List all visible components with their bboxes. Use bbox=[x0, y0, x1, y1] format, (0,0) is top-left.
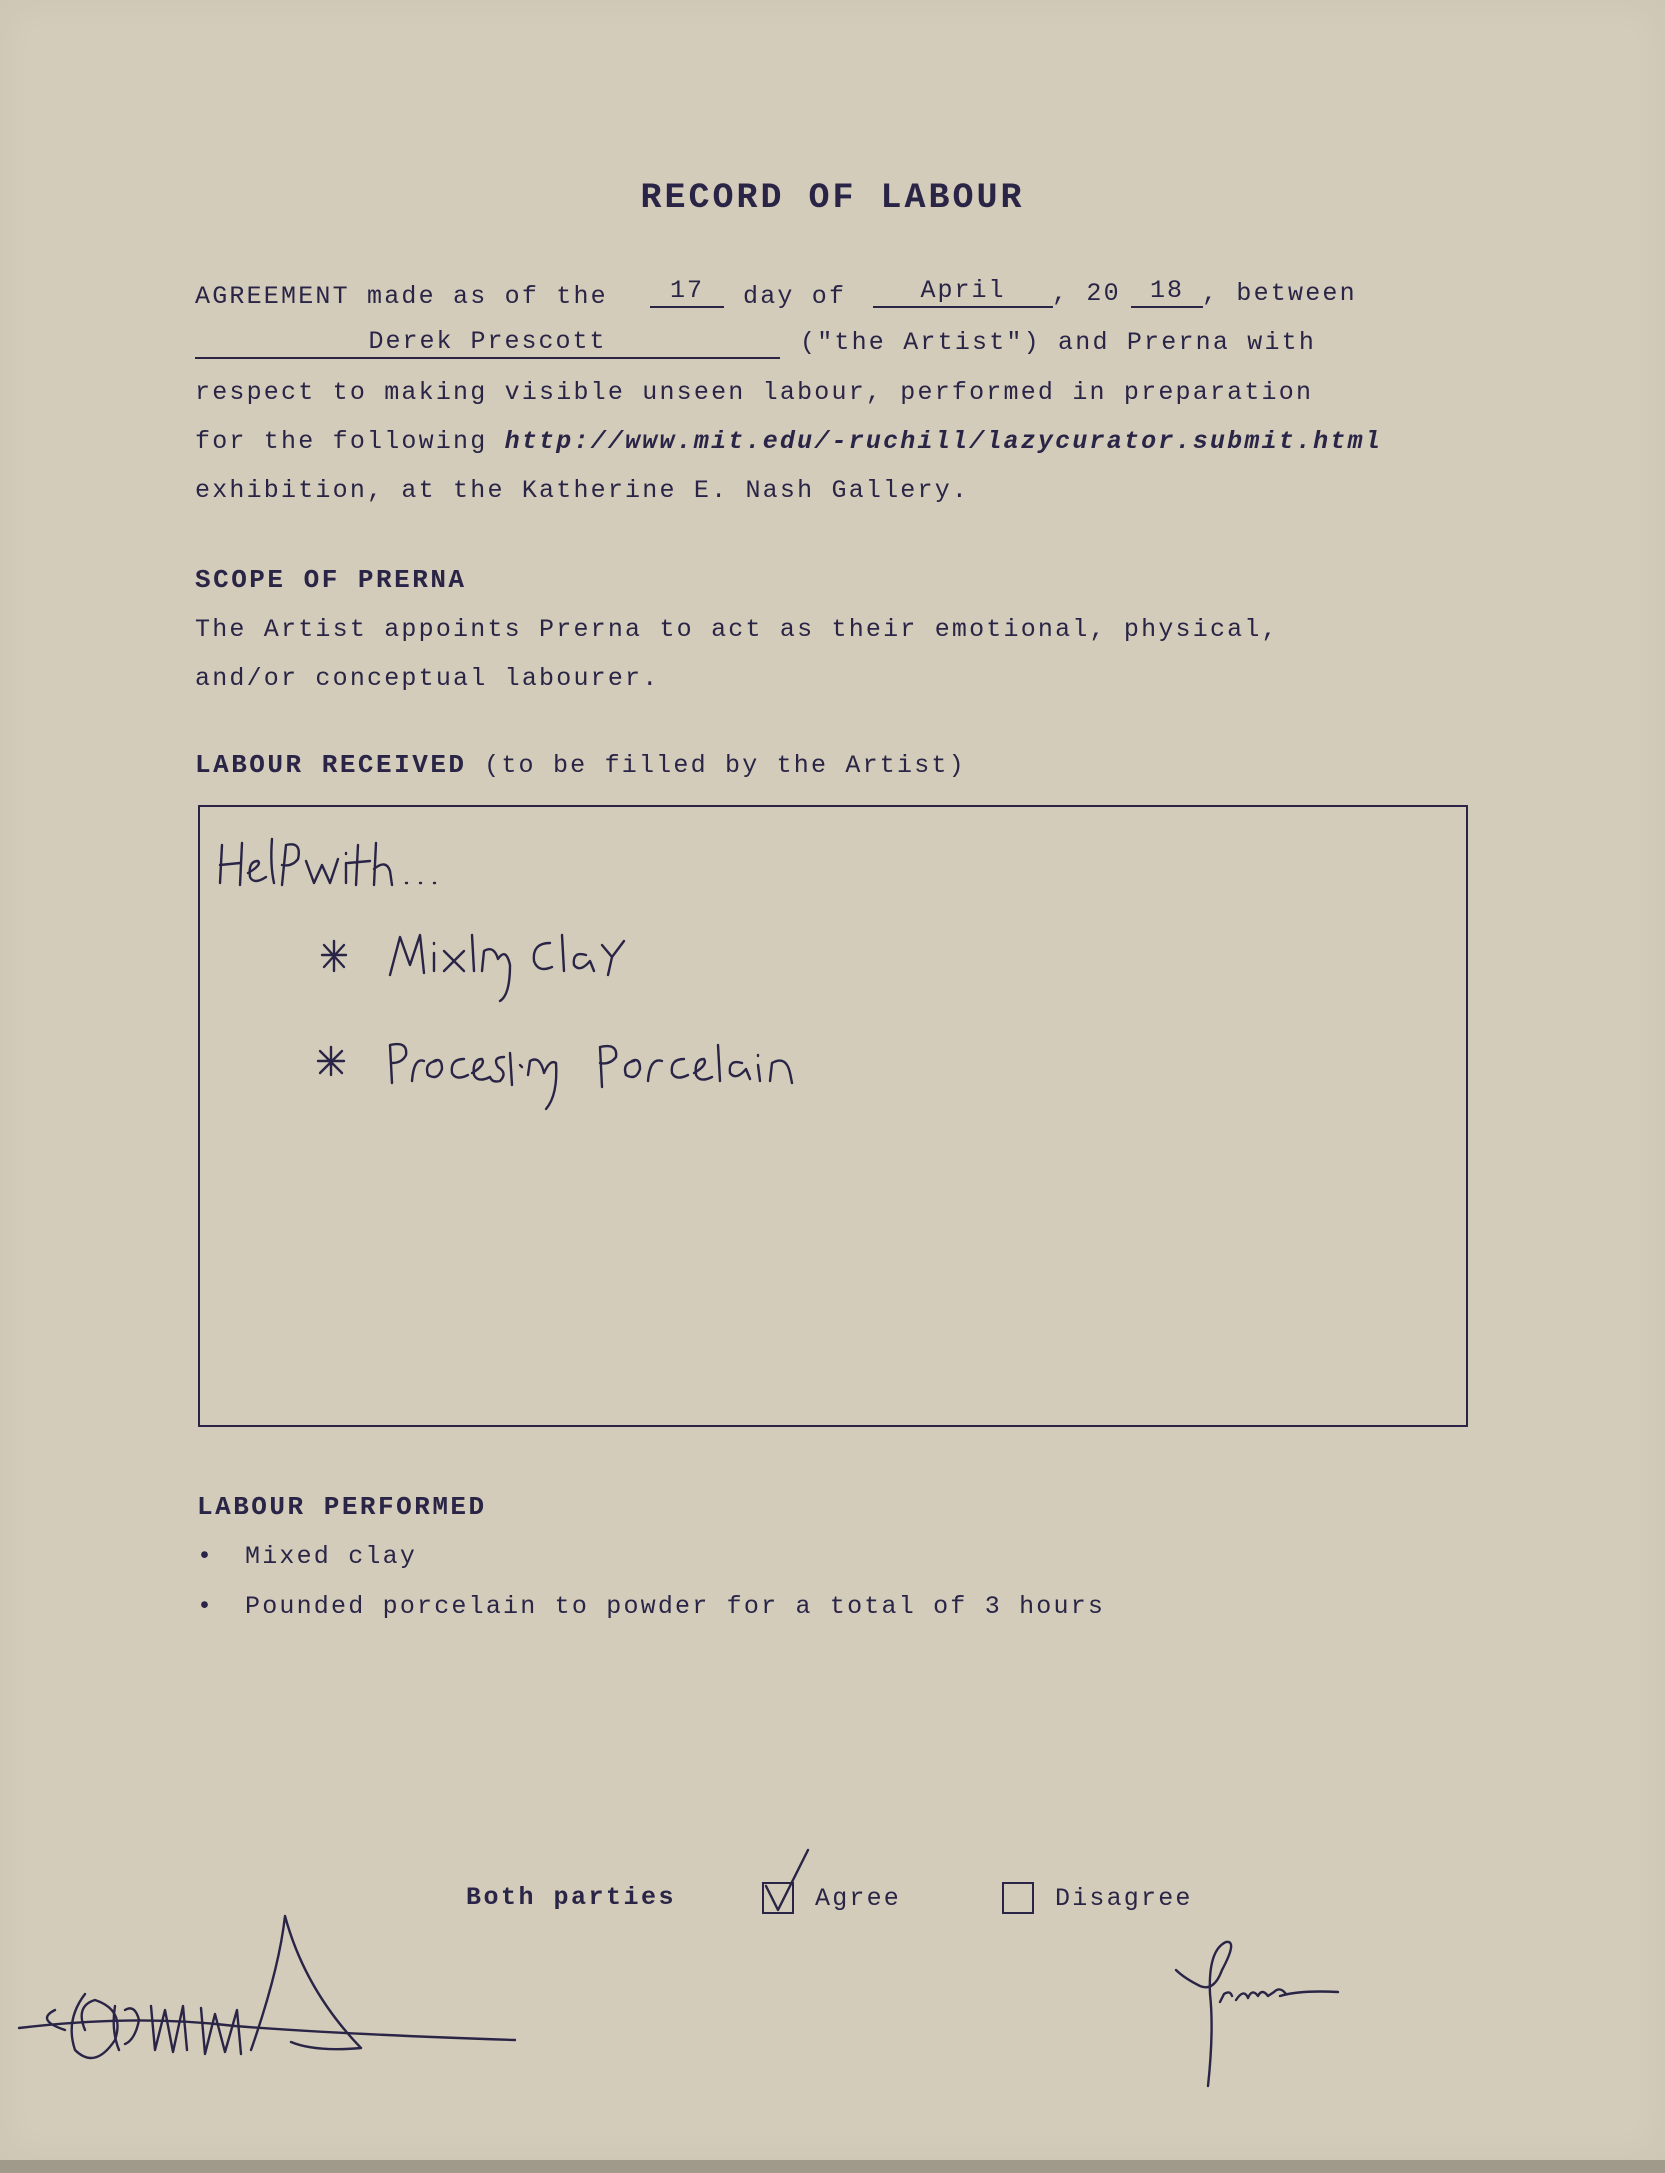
exhibition-url: http://www.mit.edu/-ruchill/lazycurator.submit.html bbox=[504, 427, 1382, 456]
agreement-text-3: , 20 bbox=[1052, 279, 1121, 308]
labour-performed-heading: LABOUR PERFORMED bbox=[197, 1492, 487, 1522]
artist-name-field: Derek Prescott bbox=[195, 327, 780, 359]
prerna-signature bbox=[1170, 1930, 1350, 2095]
disagree-checkbox[interactable] bbox=[1002, 1882, 1034, 1914]
agreement-text-4: , between bbox=[1202, 279, 1357, 308]
agreement-text-2: day of bbox=[743, 282, 847, 311]
document-title: RECORD OF LABOUR bbox=[640, 178, 1025, 218]
labour-performed-item-text: Mixed clay bbox=[245, 1542, 418, 1571]
labour-received-heading: LABOUR RECEIVED bbox=[195, 750, 467, 780]
scope-text-1: The Artist appoints Prerna to act as their emotional, physical, bbox=[195, 615, 1279, 644]
labour-performed-item bbox=[197, 1542, 417, 1571]
artist-signature bbox=[15, 1910, 525, 2080]
day-field: 17 bbox=[650, 276, 724, 308]
disagree-label: Disagree bbox=[1055, 1884, 1193, 1913]
bullet-marker: • bbox=[197, 1542, 215, 1571]
agreement-text-8: exhibition, at the Katherine E. Nash Gallery. bbox=[195, 476, 970, 505]
checkmark-icon bbox=[760, 1846, 820, 1918]
year-field: 18 bbox=[1131, 276, 1203, 308]
month-field: April bbox=[873, 276, 1053, 308]
agreement-text-1: AGREEMENT made as of the bbox=[195, 282, 608, 311]
agreement-text-7-prefix: for the following bbox=[195, 427, 488, 456]
labour-performed-item-text: Pounded porcelain to powder for a total of 3 hours bbox=[245, 1592, 1106, 1621]
bullet-marker: • bbox=[197, 1592, 215, 1621]
agree-label: Agree bbox=[815, 1884, 902, 1913]
agreement-text-5: ("the Artist") and Prerna with bbox=[800, 328, 1317, 357]
scope-heading: SCOPE OF PRERNA bbox=[195, 565, 467, 595]
both-parties-label: Both parties bbox=[466, 1883, 677, 1912]
labour-received-note: (to be filled by the Artist) bbox=[484, 751, 966, 780]
scope-text-2: and/or conceptual labourer. bbox=[195, 664, 660, 693]
agreement-text-7 bbox=[195, 427, 1382, 456]
handwritten-labour-received bbox=[210, 825, 860, 1125]
page-edge bbox=[0, 2160, 1665, 2173]
labour-received-header bbox=[195, 750, 966, 780]
agreement-text-6: respect to making visible unseen labour, performed in preparation bbox=[195, 378, 1314, 407]
labour-performed-item bbox=[197, 1592, 1105, 1621]
